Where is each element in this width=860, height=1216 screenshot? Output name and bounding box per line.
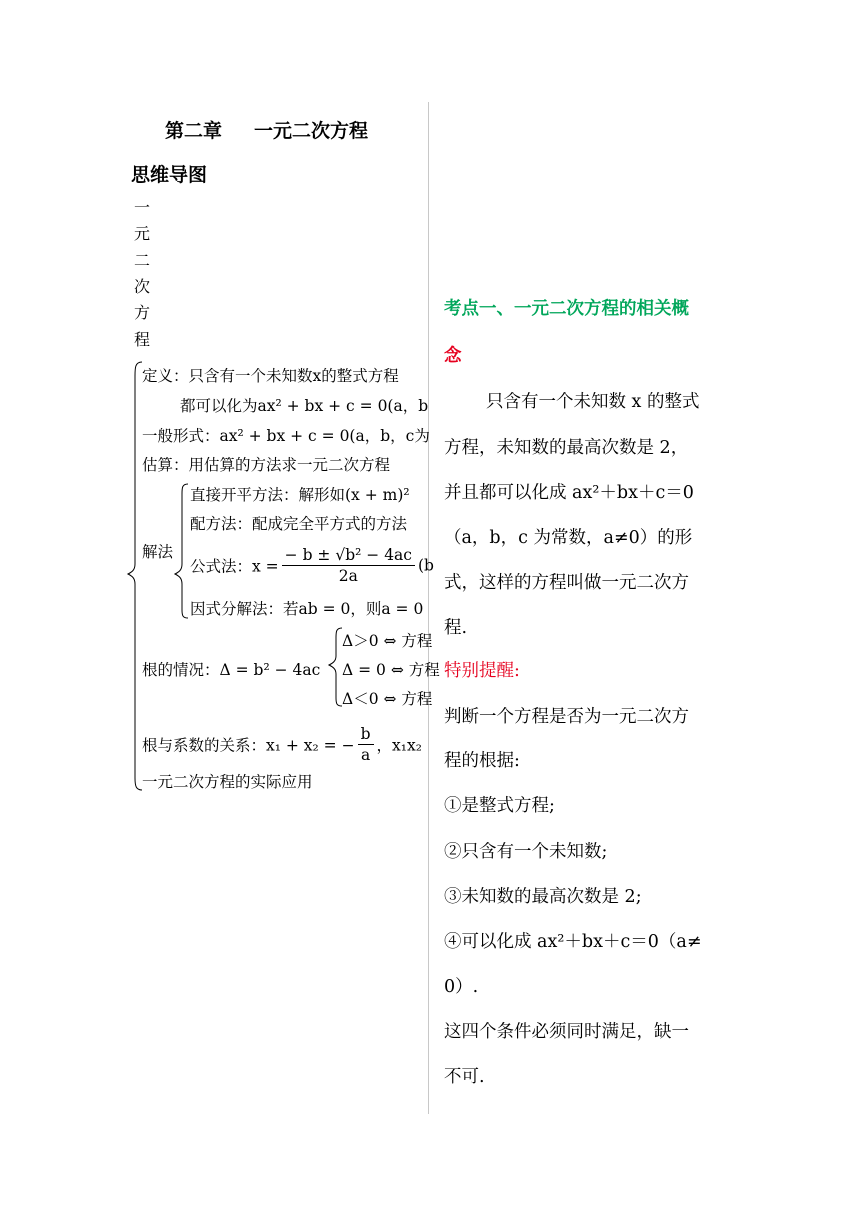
application: 一元二次方程的实际应用 <box>142 773 313 791</box>
def-line-2: 都可以化为ax² + bx + c = 0(a，b <box>180 397 429 415</box>
method-factoring: 因式分解法：若ab = 0，则a = 0 <box>190 600 424 618</box>
discriminant-negative: Δ＜0 ⇔ 方程 <box>342 690 433 708</box>
estimate-method: 估算：用估算的方法求一元二次方程 <box>142 456 391 474</box>
def-line-1: 定义：只含有一个未知数x的整式方程 <box>142 367 399 385</box>
vertical-char: 一 <box>134 198 151 217</box>
chapter-name: 一元二次方程 <box>254 120 369 142</box>
formula-numerator: − b ± √b² − 4ac <box>282 545 415 566</box>
vertical-char: 方 <box>134 303 151 322</box>
vieta-denominator: a <box>360 746 371 764</box>
formula-tail: (b <box>417 556 434 575</box>
condition-3: ③未知数的最高次数是 2; <box>444 887 642 907</box>
formula-label: 公式法：x = <box>190 557 279 576</box>
vieta-relation <box>142 724 422 765</box>
solve-label: 解法 <box>142 543 174 561</box>
formula-fraction <box>282 545 415 586</box>
formula-denominator: 2a <box>338 567 358 585</box>
vertical-char: 次 <box>134 277 151 296</box>
condition-4-cont: 0）. <box>444 977 479 997</box>
para-line: （a，b，c 为常数，a≠0）的形 <box>444 528 693 548</box>
vertical-char: 程 <box>134 330 151 349</box>
kp-title <box>444 295 734 320</box>
condition-1: ①是整式方程; <box>444 796 555 816</box>
para-line: 方程，未知数的最高次数是 2， <box>444 438 689 458</box>
vieta-fraction <box>358 724 374 765</box>
ending-line: 这四个条件必须同时满足，缺一 <box>444 1022 689 1042</box>
vertical-char: 二 <box>134 251 151 270</box>
method-formula <box>190 545 434 586</box>
condition-2: ②只含有一个未知数; <box>444 842 608 862</box>
mindmap-heading: 思维导图 <box>131 164 208 186</box>
discriminant-positive: Δ＞0 ⇔ 方程 <box>342 632 433 650</box>
condition-4: ④可以化成 ax²＋bx＋c＝0（a≠ <box>444 932 702 952</box>
vertical-char: 元 <box>134 224 151 243</box>
note-line: 程的根据: <box>444 751 520 771</box>
para-line: 只含有一个未知数 x 的整式 <box>486 392 700 412</box>
chapter-number: 第二章 <box>165 120 223 142</box>
para-line: 并且都可以化成 ax²＋bx＋c＝0 <box>444 483 694 503</box>
note-line: 判断一个方程是否为一元二次方 <box>444 707 689 727</box>
vieta-tail: ，x₁x₂ <box>376 736 422 755</box>
ending-line: 不可. <box>444 1067 485 1087</box>
method-direct-sqrt: 直接开平方法：解形如(x + m)² <box>190 486 410 504</box>
para-line: 式，这样的方程叫做一元二次方 <box>444 573 689 593</box>
general-form: 一般形式：ax² + bx + c = 0(a，b，c为 <box>142 427 430 445</box>
kp-title-cont: 念 <box>444 346 462 366</box>
vieta-label: 根与系数的关系：x₁ + x₂ = − <box>142 736 355 755</box>
roots-label: 根的情况：Δ = b² − 4ac <box>142 661 321 679</box>
kp-title-part1: 考点一、一元二次方程的相关概 <box>444 299 689 319</box>
chapter-title <box>165 116 368 143</box>
note-title: 特别提醒: <box>444 661 520 681</box>
mindmap <box>128 356 440 796</box>
method-completing-square: 配方法：配成完全平方式的方法 <box>190 515 408 533</box>
vieta-numerator: b <box>358 724 374 745</box>
para-line: 程. <box>444 618 468 638</box>
discriminant-zero: Δ = 0 ⇔ 方程 <box>342 661 440 679</box>
